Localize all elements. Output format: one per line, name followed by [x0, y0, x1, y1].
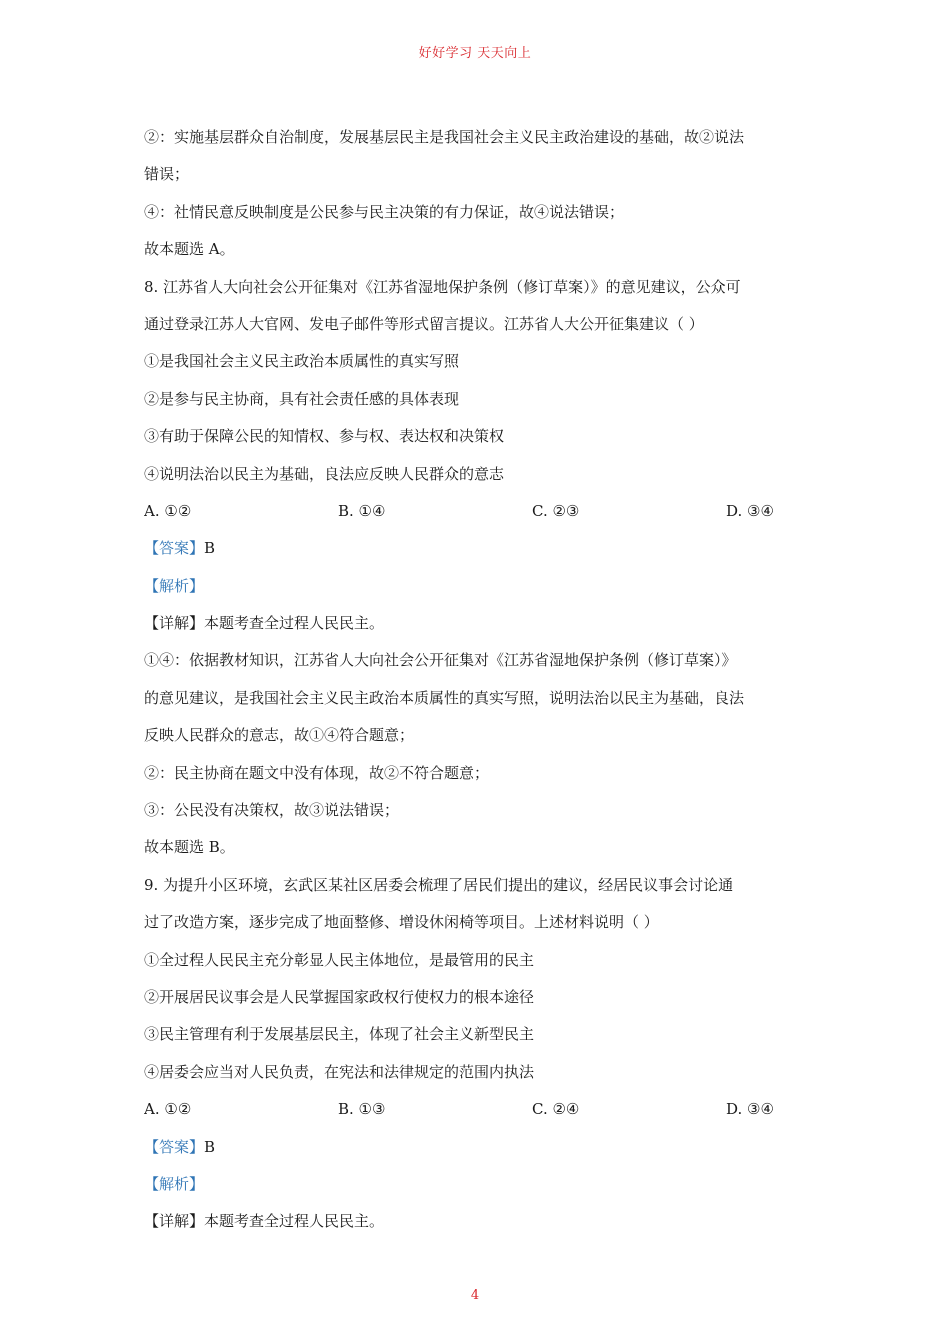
q9-statement-4: ④居委会应当对人民负责，在宪法和法律规定的范围内执法 — [144, 1062, 535, 1081]
q8-detail — [144, 605, 814, 642]
q9-detail — [144, 1203, 814, 1240]
q8-option-b: B. ①④ — [338, 501, 386, 520]
q8-stem: 8. 江苏省人大向社会公开征集对《江苏省湿地保护条例（修订草案）》的意见建议，公众可 — [144, 277, 741, 296]
q8-option-a: A. ①② — [144, 501, 192, 520]
q9-analysis — [144, 1166, 814, 1203]
q9-stem: 9. 为提升小区环境，玄武区某社区居委会梳理了居民们提出的建议，经居民议事会讨论通 — [144, 875, 734, 894]
prev-explanation-line: ④：社情民意反映制度是公民参与民主决策的有力保证，故④说法错误； — [144, 202, 625, 221]
q9-option-c: C. ②④ — [532, 1100, 580, 1119]
detail-tag: 【详解】 — [144, 1212, 205, 1231]
answer-tag: 【答案】 — [144, 539, 205, 558]
q8-conclusion: 故本题选 B。 — [144, 838, 235, 857]
detail-tag: 【详解】 — [144, 614, 205, 633]
prev-explanation-line: 错误； — [144, 165, 190, 184]
answer-value: B — [204, 539, 216, 558]
q8-explanation-line: ③：公民没有决策权，故③说法错误； — [144, 801, 400, 820]
analysis-tag: 【解析】 — [144, 576, 205, 595]
q8-explanation-line: 的意见建议，是我国社会主义民主政治本质属性的真实写照，说明法治以民主为基础，良法 — [144, 688, 745, 707]
q8-explanation-line: ①④：依据教材知识，江苏省人大向社会公开征集对《江苏省湿地保护条例（修订草案）》 — [144, 651, 737, 670]
q9-statement-1: ①全过程人民民主充分彰显人民主体地位，是最管用的民主 — [144, 950, 535, 969]
answer-value: B — [204, 1137, 216, 1156]
q8-stem: 通过登录江苏人大官网、发电子邮件等形式留言提议。江苏省人大公开征集建议（ ） — [144, 314, 704, 333]
q8-option-c: C. ②③ — [532, 501, 580, 520]
q8-statement-1: ①是我国社会主义民主政治本质属性的真实写照 — [144, 352, 460, 371]
q8-option-d: D. ③④ — [726, 501, 774, 520]
analysis-tag: 【解析】 — [144, 1174, 205, 1193]
detail-text: 本题考查全过程人民民主。 — [204, 1212, 385, 1231]
q9-option-a: A. ①② — [144, 1100, 192, 1119]
page-number: 4 — [470, 1288, 480, 1303]
answer-tag: 【答案】 — [144, 1137, 205, 1156]
q9-answer — [144, 1129, 814, 1166]
q9-statement-2: ②开展居民议事会是人民掌握国家政权行使权力的根本途径 — [144, 987, 535, 1006]
detail-text: 本题考查全过程人民民主。 — [204, 614, 385, 633]
q8-options — [144, 493, 814, 530]
q9-options — [144, 1091, 814, 1128]
prev-conclusion: 故本题选 A。 — [144, 240, 235, 259]
q8-statement-4: ④说明法治以民主为基础，良法应反映人民群众的意志 — [144, 464, 505, 483]
q9-statement-3: ③民主管理有利于发展基层民主，体现了社会主义新型民主 — [144, 1025, 535, 1044]
q8-statement-2: ②是参与民主协商，具有社会责任感的具体表现 — [144, 389, 460, 408]
q9-stem: 过了改造方案，逐步完成了地面整修、增设休闲椅等项目。上述材料说明（ ） — [144, 913, 659, 932]
q9-option-d: D. ③④ — [726, 1100, 774, 1119]
q8-explanation-line: ②：民主协商在题文中没有体现，故②不符合题意； — [144, 763, 490, 782]
page-header: 好好学习 天天向上 — [418, 46, 532, 61]
prev-explanation-line: ②：实施基层群众自治制度，发展基层民主是我国社会主义民主政治建设的基础，故②说法 — [144, 128, 745, 146]
q9-option-b: B. ①③ — [338, 1100, 386, 1119]
q8-statement-3: ③有助于保障公民的知情权、参与权、表达权和决策权 — [144, 427, 505, 446]
document-body — [144, 119, 814, 1241]
q8-answer — [144, 530, 814, 567]
q8-explanation-line: 反映人民群众的意志，故①④符合题意； — [144, 726, 415, 745]
q8-analysis — [144, 568, 814, 605]
